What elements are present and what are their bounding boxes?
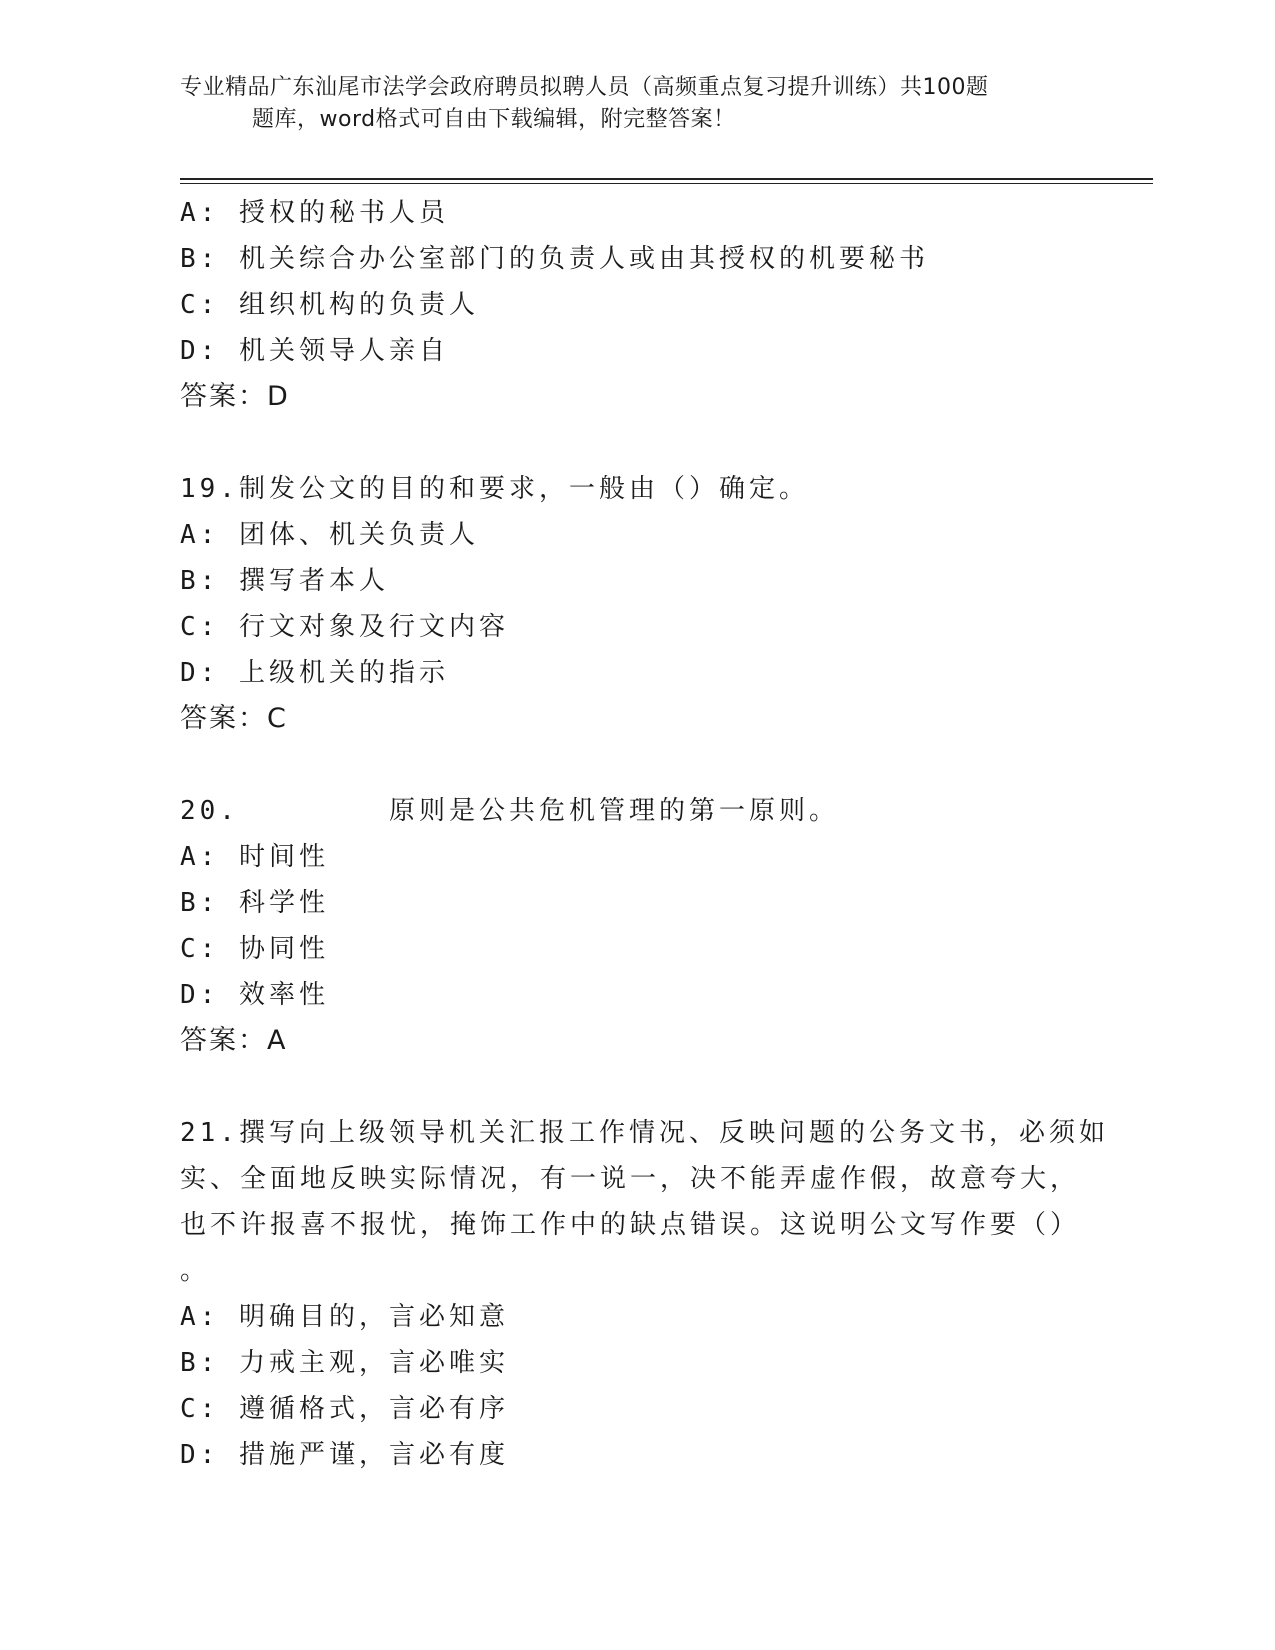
- option-d: D: 措施严谨，言必有度: [180, 1440, 509, 1470]
- question-text-line-2: 实、全面地反映实际情况，有一说一，决不能弄虚作假，故意夸大，: [180, 1164, 1081, 1194]
- question-21: [180, 1110, 1109, 1478]
- document-header: [180, 72, 1080, 136]
- question-number: 20.: [180, 796, 239, 826]
- option-a: A: 授权的秘书人员: [180, 198, 449, 228]
- question-19: [180, 466, 1080, 742]
- question-body: 原则是公共危机管理的第一原则。: [388, 796, 839, 826]
- option-c: C: 组织机构的负责人: [180, 290, 479, 320]
- question-20: [180, 788, 1080, 1064]
- question-text-line-1: 21.撰写向上级领导机关汇报工作情况、反映问题的公务文书，必须如: [180, 1118, 1109, 1148]
- option-a: A: 时间性: [180, 842, 329, 872]
- answer: 答案：A: [180, 1025, 288, 1056]
- option-b: B: 机关综合办公室部门的负责人或由其授权的机要秘书: [180, 244, 929, 274]
- answer: 答案：D: [180, 381, 290, 412]
- option-c: C: 遵循格式，言必有序: [180, 1394, 509, 1424]
- question-18: [180, 190, 1080, 420]
- spacer: [180, 742, 1080, 788]
- question-text: 19.制发公文的目的和要求，一般由（）确定。: [180, 474, 809, 504]
- question-list: [180, 190, 1109, 1478]
- header-title-line-1: 专业精品广东汕尾市法学会政府聘员拟聘人员（高频重点复习提升训练）共100题: [180, 75, 989, 100]
- option-c: C: 行文对象及行文内容: [180, 612, 509, 642]
- option-d: D: 效率性: [180, 980, 329, 1010]
- option-b: B: 科学性: [180, 888, 329, 918]
- option-d: D: 上级机关的指示: [180, 658, 449, 688]
- question-text-line-4: 。: [180, 1256, 211, 1286]
- header-title-line-2: 题库，word格式可自由下载编辑，附完整答案！: [252, 107, 736, 132]
- question-text: [180, 788, 1080, 834]
- option-b: B: 力戒主观，言必唯实: [180, 1348, 509, 1378]
- header-divider-thick: [180, 178, 1153, 180]
- question-text-line-3: 也不许报喜不报忧，掩饰工作中的缺点错误。这说明公文写作要（）: [180, 1210, 1081, 1240]
- answer: 答案：C: [180, 703, 288, 734]
- spacer: [180, 420, 1080, 466]
- option-a: A: 明确目的，言必知意: [180, 1302, 509, 1332]
- option-c: C: 协同性: [180, 934, 329, 964]
- option-d: D: 机关领导人亲自: [180, 336, 449, 366]
- header-divider-thin: [180, 183, 1153, 184]
- option-b: B: 撰写者本人: [180, 566, 389, 596]
- option-a: A: 团体、机关负责人: [180, 520, 479, 550]
- spacer: [180, 1064, 1080, 1110]
